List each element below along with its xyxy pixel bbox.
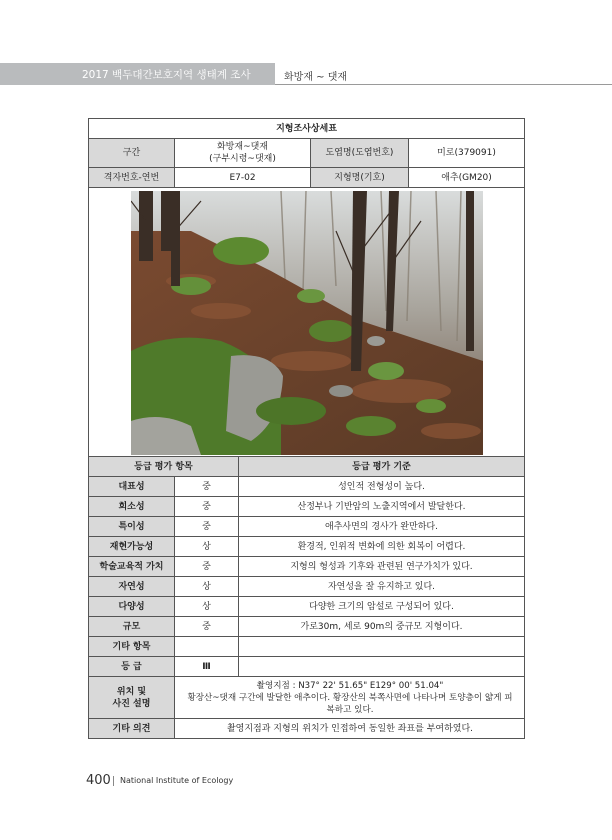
header-bar — [0, 63, 275, 85]
table-row: 기타 항목 — [89, 637, 525, 657]
eval-item-header: 등급 평가 항목 — [89, 457, 239, 477]
header-rule — [275, 84, 612, 85]
footer-divider — [113, 776, 114, 786]
section-label: 구간 — [89, 139, 175, 168]
table-row: 희소성 중 산정부나 기반암의 노출지역에서 발달한다. — [89, 497, 525, 517]
table-row: 대표성 중 성인적 전형성이 높다. — [89, 477, 525, 497]
landform-value: 애추(GM20) — [409, 168, 525, 188]
table-row: 학술교육적 가치 중 지형의 형성과 기후와 관련된 연구가치가 있다. — [89, 557, 525, 577]
final-grade-label: 등 급 — [89, 657, 175, 677]
photo-cell — [89, 188, 525, 457]
location-label: 위치 및 사진 설명 — [89, 677, 175, 719]
institute-name: National Institute of Ecology — [120, 776, 234, 785]
page-number: 400 — [86, 773, 111, 788]
other-row — [89, 719, 525, 739]
table-row: 규모 중 가로30m, 세로 90m의 중규모 지형이다. — [89, 617, 525, 637]
grid-label: 격자번호-연번 — [89, 168, 175, 188]
section-title: 화방재 ~ 댓재 — [284, 72, 348, 83]
location-description: 촬영지점 : N37° 22' 51.65" E129° 00' 51.04" 황장산~댓재 구간에 발달한 애추이다. 황장산의 북쪽사면에 나타나며 토양층이 얇게 피 복하고 있다. — [175, 677, 525, 719]
other-label: 기타 의견 — [89, 719, 175, 739]
final-grade-value: Ⅲ — [175, 657, 239, 677]
final-grade-row — [89, 657, 525, 677]
report-title: 2017 백두대간보호지역 생태계 조사 — [82, 69, 251, 81]
landform-survey-table — [88, 118, 525, 739]
table-title: 지형조사상세표 — [89, 119, 525, 139]
table-row: 다양성 상 다양한 크기의 암설로 구성되어 있다. — [89, 597, 525, 617]
landform-label: 지형명(기호) — [311, 168, 409, 188]
section-value: 화방재~댓재 (구부시령~댓재) — [175, 139, 311, 168]
map-value: 미로(379091) — [409, 139, 525, 168]
table-row: 재현가능성 상 환경적, 인위적 변화에 의한 회복이 어렵다. — [89, 537, 525, 557]
table-row: 자연성 상 자연성을 잘 유지하고 있다. — [89, 577, 525, 597]
grid-value: E7-02 — [175, 168, 311, 188]
other-value: 촬영지점과 지형의 위치가 인접하여 동일한 좌표를 부여하였다. — [175, 719, 525, 739]
location-row — [89, 677, 525, 719]
table-row: 특이성 중 애추사면의 경사가 완만하다. — [89, 517, 525, 537]
map-label: 도엽명(도엽번호) — [311, 139, 409, 168]
eval-criteria-header: 등급 평가 기준 — [239, 457, 525, 477]
site-photo — [131, 191, 483, 455]
